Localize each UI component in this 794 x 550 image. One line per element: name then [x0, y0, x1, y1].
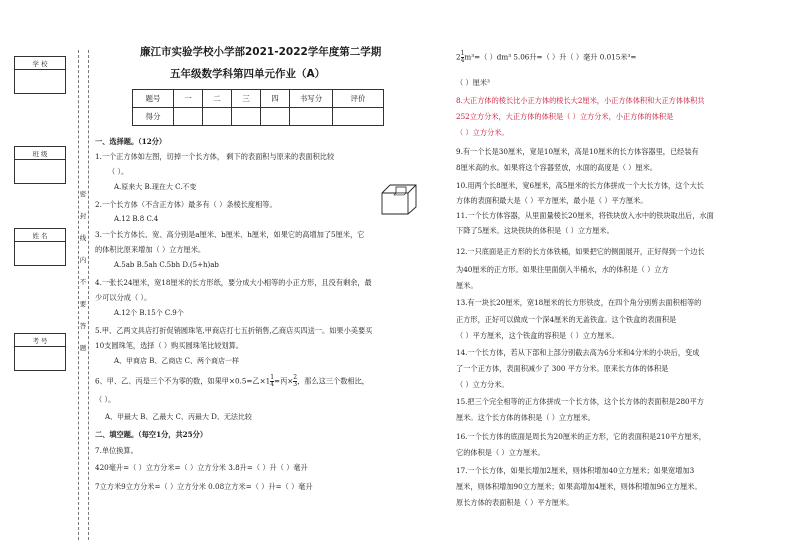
q4-options: A.12个 B.15个 C.9个 — [114, 309, 184, 317]
q17-text-1: 17.一个长方体，如果长增加2厘米，则体积增加40立方厘米；如果宽增加3 — [456, 466, 695, 475]
q3-options: A.5ab B.5ah C.5bh D.(5+h)ab — [114, 261, 219, 269]
score-input-cell[interactable] — [290, 108, 333, 126]
r1-rest: m³=（ ）dm³ 5.06升=（ ）升（ ）毫升 0.015米³= — [464, 52, 637, 62]
q14-text-3: （ ）立方分米。 — [456, 380, 509, 389]
q6-text — [95, 375, 369, 388]
score-cell: 题号 — [133, 90, 174, 108]
score-input-cell[interactable] — [261, 108, 290, 126]
score-input-cell[interactable] — [203, 108, 232, 126]
q3-text: 3.一个长方体长、宽、高分别是a厘米、b厘米、h厘米，如果它的高增加了5厘米，它 — [95, 230, 365, 239]
q1-blank: （ ）。 — [108, 167, 129, 176]
q10-text-1: 10.用两个长8厘米，宽6厘米，高5厘米的长方体拼成一个大长方体，这个大长 — [456, 181, 704, 190]
r1-frac-num: 1 — [460, 50, 465, 57]
class-label: 班 级 — [15, 150, 65, 160]
q10-text-2: 方体的表面积最大是（ ）平方厘米，最小是（ ）平方厘米。 — [456, 196, 648, 205]
q9-text-2: 8厘米高的水。如果将这个容器竖放，水面的高度是（ ）厘米。 — [456, 163, 657, 172]
q8-text-3: （ ）立方分米。 — [456, 128, 509, 137]
r1-line — [456, 51, 636, 64]
score-cell: 一 — [174, 90, 203, 108]
seal-char: 答 — [79, 322, 87, 330]
q6-options: A、甲最大 B、乙最大 C、丙最大 D、无法比较 — [105, 413, 252, 421]
q11-text-2: 下降了5厘米。这块铁块的体积是（ ）立方厘米。 — [456, 226, 614, 235]
q7-text: 7.单位换算。 — [95, 446, 138, 455]
seal-char: 封 — [79, 212, 87, 220]
score-cell: 四 — [261, 90, 290, 108]
score-cell: 二 — [203, 90, 232, 108]
seal-line-left — [78, 50, 79, 540]
r1-whole: 2 — [456, 52, 461, 62]
exam-number-box — [14, 333, 66, 371]
q12-text-3: 厘米。 — [456, 281, 478, 290]
q13-text-1: 13.有一块长20厘米，宽18厘米的长方形铁皮，在四个角分别剪去面积相等的 — [456, 298, 702, 307]
q16-text-2: 它的体积是（ ）立方厘米。 — [456, 448, 545, 457]
score-table — [132, 89, 384, 126]
score-table-header-row — [133, 90, 384, 108]
name-label: 姓 名 — [15, 232, 65, 242]
q15-text-1: 15.把三个完全相等的正方体拼成一个长方体，这个长方体的表面积是280平方 — [456, 397, 704, 406]
q13-text-2: 正方形，正好可以做成一个深4厘米的无盖铁盒。这个铁盒的表面积是 — [456, 315, 677, 324]
q2-text: 2.一个长方体（不含正方体）最多有（ ）条棱长度相等。 — [95, 200, 277, 209]
q8-text-1: 8.大正方体的棱长比小正方体的棱长大2厘米，小正方体体积和大正方体体积共 — [456, 96, 705, 105]
score-cell: 得分 — [133, 108, 174, 126]
q14-text-1: 14.一个长方体，若从下部和上部分别截去高为6分米和4分米的小块后，变成 — [456, 348, 700, 357]
school-label: 学 校 — [15, 60, 65, 70]
school-box — [14, 56, 66, 94]
seal-char: 要 — [79, 300, 87, 308]
q14-text-2: 了一个正方体，表面积减少了 300 平方分米。原来长方体的体积是 — [456, 364, 669, 373]
q17-text-3: 原长方体的表面积是（ ）平方厘米。 — [456, 498, 574, 507]
seal-char: 题 — [79, 344, 87, 352]
exam-number-label: 考 号 — [15, 337, 65, 347]
q6-frac2-den: 3 — [293, 381, 298, 388]
q4-text-2: 少可以分成（ ）。 — [95, 293, 152, 302]
score-input-cell[interactable] — [232, 108, 261, 126]
q17-text-2: 厘米，则体积增加90立方厘米；如果高增加4厘米，则体积增加96立方厘米。 — [456, 482, 702, 491]
title-line-1: 廉江市实验学校小学部2021-2022学年度第二学期 — [140, 46, 382, 58]
q13-text-3: （ ）平方厘米，这个铁盒的容积是（ ）立方厘米。 — [456, 331, 619, 340]
title-line-2: 五年级数学科第四单元作业（A） — [170, 68, 326, 80]
seal-line-right — [88, 50, 89, 540]
q1-options: A.原来大 B.现在大 C.不变 — [114, 183, 197, 191]
score-cell: 书写分 — [290, 90, 333, 108]
seal-char: 不 — [79, 278, 87, 286]
q6-blank: （ ）。 — [95, 395, 116, 404]
r1-frac-den: 4 — [460, 57, 465, 64]
q6-part-c: ，那么这三个数相比， — [297, 376, 369, 386]
q5-options: A、甲商店 B、乙商店 C、两个商店一样 — [114, 357, 240, 365]
q6-frac1-den: 4 — [270, 381, 275, 388]
cube-figure-icon — [380, 183, 418, 215]
q9-text-1: 9.有一个长是30厘米，宽是10厘米，高是10厘米的长方体容器里，已经装有 — [456, 147, 699, 156]
seal-char: 内 — [79, 256, 87, 264]
q11-text-1: 11.一个长方体容器，从里面量棱长20厘米，将铁块放入水中的铁块取出后，水面 — [456, 211, 714, 220]
q1-text: 1.一个正方体如左图，切掉一个长方体， 剩下的表面积与原来的表面积比较 — [95, 152, 335, 161]
score-table-score-row — [133, 108, 384, 126]
seal-char: 线 — [79, 234, 87, 242]
score-input-cell[interactable] — [333, 108, 384, 126]
q15-text-2: 厘米。这个长方体的体积是（ ）立方厘米。 — [456, 413, 595, 422]
section-2-heading: 二、填空题。（每空1分，共25分） — [95, 430, 208, 439]
q6-frac1-num: 1 — [270, 374, 275, 381]
q12-text-2: 为40厘米的正方形。如果往里面倒入半桶水，水的体积是（ ）立方 — [456, 265, 669, 274]
q5-text: 5.甲、乙两文具店打折促销圆珠笔,甲商店打七五折销售,乙商店买四送一。如果小美要买 — [95, 326, 373, 335]
q7-line-2: 7立方米9立方分米=（ ）立方分米 0.08立方米=（ ）升=（ ）毫升 — [95, 482, 313, 491]
q6-part-b: =丙× — [274, 376, 294, 386]
seal-char: 密 — [79, 190, 87, 198]
score-input-cell[interactable] — [174, 108, 203, 126]
q4-text: 4.一张长24厘米，宽18厘米的长方形纸，要分成大小相等的小正方形，且没有剩余，最 — [95, 278, 372, 287]
q8-text-2: 252立方分米，大正方体的体积是（ ）立方分米，小正方体的体积是 — [456, 112, 674, 121]
name-box — [14, 228, 66, 266]
q6-part-a: 6、甲、乙、丙是三个不为零的数，如果甲×0.5=乙×1 — [95, 376, 271, 386]
q5-text-2: 10支圆珠笔，选择（ ）购买圆珠笔比较划算。 — [95, 341, 243, 350]
q12-text-1: 12.一只底面是正方形的长方体铁桶，如果把它的侧面展开，正好得到一个边长 — [456, 247, 705, 256]
q6-frac2-num: 2 — [293, 374, 298, 381]
q2-options: A.12 B.8 C.4 — [114, 215, 159, 223]
q7-line-1: 420毫升=（ ）立方分米=（ ）立方分米 3.8升=（ ）升（ ）毫升 — [95, 463, 308, 472]
section-1-heading: 一、选择题。（12分） — [95, 137, 167, 146]
class-box — [14, 146, 66, 184]
score-cell: 评价 — [333, 90, 384, 108]
r1-line-2: （ ）厘米³ — [456, 78, 490, 87]
q16-text-1: 16.一个长方体的底面是周长为20厘米的正方形，它的表面积是210平方厘米， — [456, 432, 706, 441]
score-cell: 三 — [232, 90, 261, 108]
q3-text-2: 的体积比原来增加（ ）立方厘米。 — [95, 245, 206, 254]
